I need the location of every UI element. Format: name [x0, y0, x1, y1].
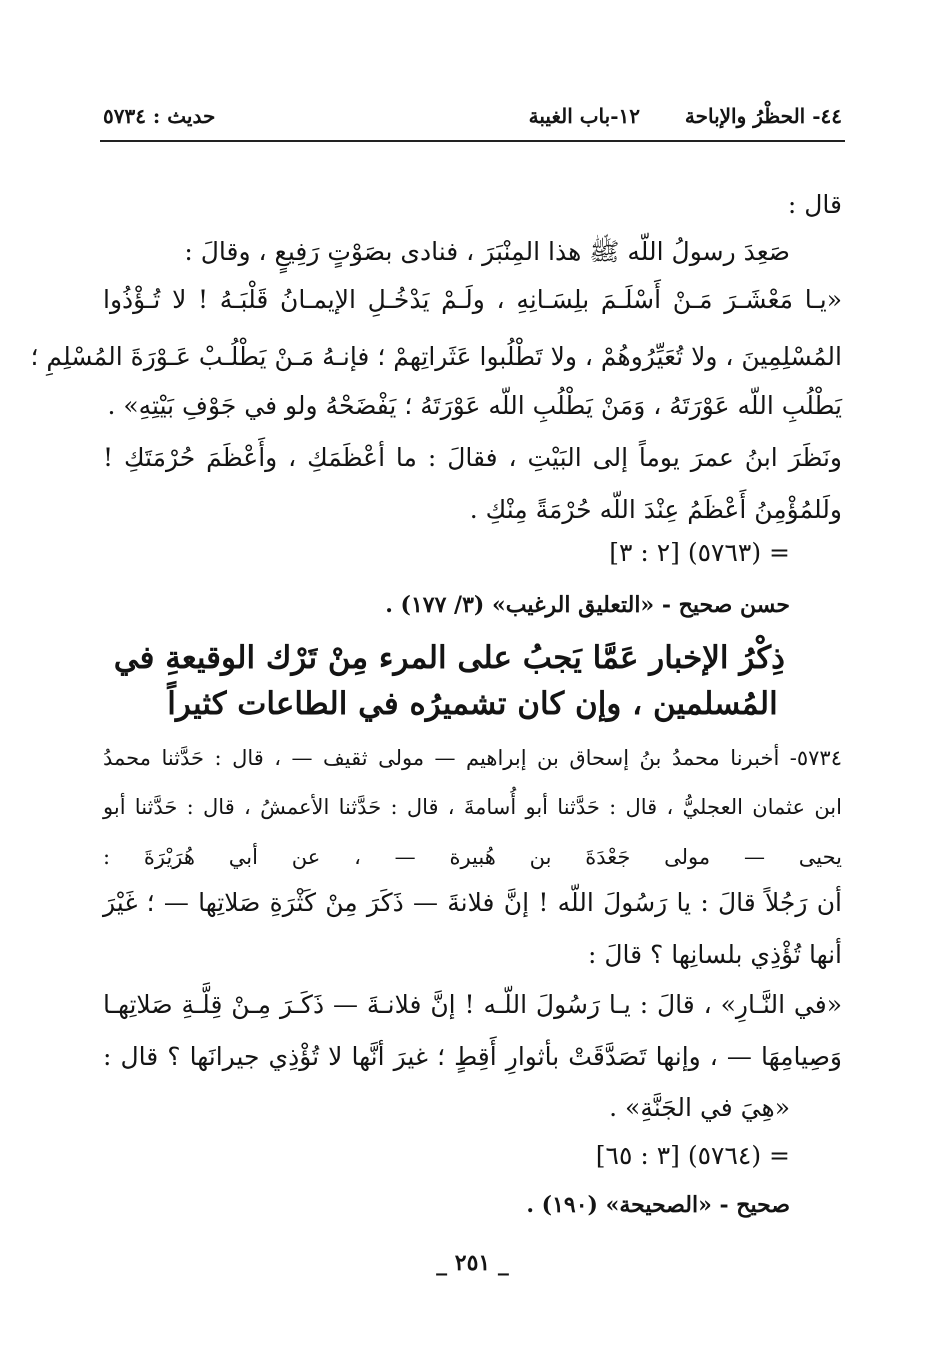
text-line: وَصِيامِهَا — ، وإنها تَصَدَّقَتْ بأثوارِ أَقِطٍ ؛ غيرَ أنَّها لا تُؤْذِي جيرانَها ؟ قال :: [103, 1042, 842, 1071]
isnad-line: يحيى — مولى جَعْدَةَ بن هُبيرة — ، عن أبي هُرَيْرَةَ :: [103, 845, 842, 869]
running-header-book: ٤٤- الحظْرُ والإباحة: [684, 104, 842, 128]
text-line: قال :: [787, 190, 842, 219]
chapter-heading: المُسلمين ، وإن كان تشميرُه في الطاعات كثيراً: [167, 686, 778, 722]
page-number: _ ٢٥١ _: [436, 1250, 509, 1276]
text-line: «في النَّـارِ» ، قالَ : يـا رَسُولَ اللّـه ! إنَّ فلانـةَ — ذَكَـرَ مِـنْ قِلَّـةِ صَلاتِهـا: [103, 990, 842, 1019]
header-divider: [100, 140, 845, 142]
chapter-heading: ذِكْرُ الإخبار عَمَّا يَجبُ على المرء مِنْ تَرْك الوقيعةِ في: [113, 640, 785, 676]
text-line: أنها تُؤْذِي بلسانِها ؟ قالَ :: [587, 940, 842, 969]
text-line: «هِيَ في الجَنَّةِ» .: [609, 1093, 790, 1122]
text-line: صَعِدَ رسولُ اللّه ﷺ هذا المِنْبَرَ ، فنادى بصَوْتٍ رَفِيعٍ ، وقالَ :: [184, 237, 790, 266]
text-line: أن رَجُلاً قالَ : يا رَسُولَ اللّه ! إنَّ فلانةَ — ذَكَرَ مِنْ كَثْرَةِ صَلاتِها — ؛ غَيْرَ: [103, 888, 842, 917]
text-line: يَطْلُبِ اللّه عَوْرَتَهُ ، وَمَنْ يَطْلُبِ اللّه عَوْرَتَهُ ؛ يَفْضَحْهُ ولو في جَوْفِ بَيْتِهِ» .: [107, 391, 842, 420]
grading-line: صحيح - «الصحيحة» (١٩٠) .: [526, 1192, 790, 1218]
running-header-chapter: ١٢-باب الغيبة: [528, 104, 640, 128]
reference-line: = (٥٧٦٤) [٣ : ٦٥]: [595, 1141, 790, 1170]
isnad-line: ابن عثمان العجليُّ ، قال : حَدَّثنا أبو أُسامةَ ، قال : حَدَّثنا الأعمشُ ، قال : حَدَّثنا أبو: [103, 795, 842, 819]
text-line: ولَلمُؤْمِنُ أَعْظَمُ عِنْدَ اللّه حُرْمَةً مِنْكِ .: [469, 495, 842, 524]
text-line: المُسْلِمِينَ ، ولا تُعَيِّرُوهُمْ ، ولا تَطْلُبوا عَثَراتِهمْ ؛ فإنـهُ مَـنْ يَطْلُـبْ عَـوْرَةَ المُسْلِمِ ؛: [30, 342, 842, 371]
grading-line: حسن صحيح - «التعليق الرغيب» (٣/ ١٧٧) .: [385, 592, 790, 618]
text-line: ونَظَرَ ابنُ عمرَ يوماً إلى البَيْتِ ، فقالَ : ما أعْظَمَكِ ، وأَعْظَمَ حُرْمَتَكِ !: [103, 443, 842, 472]
isnad-line: ٥٧٣٤- أخبرنا محمدُ بنُ إسحاق بن إبراهيم — مولى ثقيف — ، قال : حَدَّثنا محمدُ: [103, 746, 842, 770]
running-header-hadith-number: حديث : ٥٧٣٤: [103, 104, 216, 128]
text-line: «يـا مَعْشَـرَ مَـنْ أَسْلَـمَ بلِسَـانِهِ ، ولَـمْ يَدْخُـلِ الإيمـانُ قَلْبَـهُ ! لا تُـؤْذُوا: [103, 285, 842, 314]
reference-line: = (٥٧٦٣) [٢ : ٣]: [609, 538, 790, 567]
